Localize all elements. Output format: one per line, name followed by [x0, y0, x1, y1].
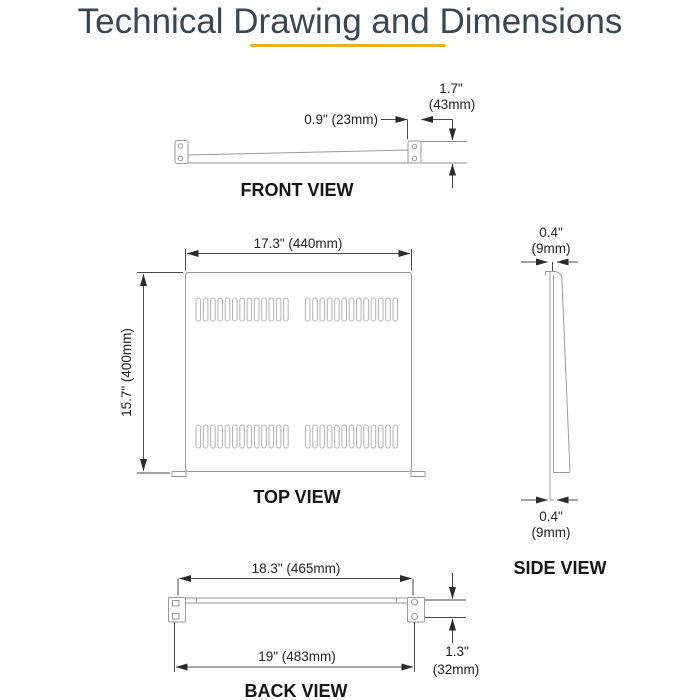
back-view-label: BACK VIEW [244, 681, 348, 700]
side-view-label: SIDE VIEW [513, 558, 607, 578]
front-right-bracket-hole [412, 144, 417, 149]
side-dim-top-in-text: 0.4" [539, 225, 563, 240]
back-left-bracket-hole [173, 614, 180, 620]
top-view-dim-depth [119, 273, 183, 474]
top-dim-depth-text: 15.7" (400mm) [119, 328, 134, 417]
front-left-bracket-hole [178, 156, 183, 161]
side-view-drawing [546, 272, 571, 501]
side-profile [546, 272, 571, 501]
front-view-dim-bracket-depth [304, 112, 452, 140]
front-shelf-bar [188, 150, 408, 163]
side-view-dim-bottom [521, 500, 578, 540]
back-dim-bracket-height-in-text: 1.3" [445, 644, 469, 659]
back-view-dim-mounting-width [178, 561, 413, 596]
side-view-dim-top [521, 225, 578, 271]
top-dim-width-text: 17.3" (440mm) [253, 236, 343, 251]
side-dim-bottom-mm-text: (9mm) [531, 525, 571, 540]
back-right-bracket-hole [412, 599, 418, 605]
page-title: Technical Drawing and Dimensions [77, 2, 623, 41]
back-dim-bracket-height-mm-text: (32mm) [432, 662, 480, 677]
front-right-bracket-hole [412, 156, 417, 161]
back-view-dim-bracket-height [425, 573, 479, 677]
side-dim-top-mm-text: (9mm) [531, 241, 571, 256]
front-left-bracket-hole [178, 144, 183, 149]
top-left-rear-tab [172, 472, 186, 477]
front-view-label: FRONT VIEW [240, 180, 354, 200]
front-view-drawing [175, 141, 467, 164]
top-right-rear-tab [411, 472, 425, 477]
front-dim-depth-text: 0.9" (23mm) [304, 112, 378, 127]
back-view-dim-total-width [175, 622, 415, 672]
front-dim-height-in-text: 1.7" [439, 81, 463, 96]
back-dim-total-width-text: 19" (483mm) [258, 649, 336, 664]
front-dim-height-mm-text: (43mm) [428, 97, 476, 112]
back-view-drawing [169, 598, 425, 623]
back-shelf-bar [185, 598, 408, 603]
back-right-bracket-hole [412, 614, 418, 620]
top-view-dim-width [186, 236, 412, 271]
side-dim-bottom-in-text: 0.4" [539, 509, 563, 524]
front-view-dim-height [429, 81, 476, 188]
top-view-label: TOP VIEW [253, 487, 341, 507]
back-left-bracket-hole [173, 601, 180, 607]
top-view-drawing [172, 273, 425, 477]
back-dim-mounting-width-text: 18.3" (465mm) [251, 561, 341, 576]
